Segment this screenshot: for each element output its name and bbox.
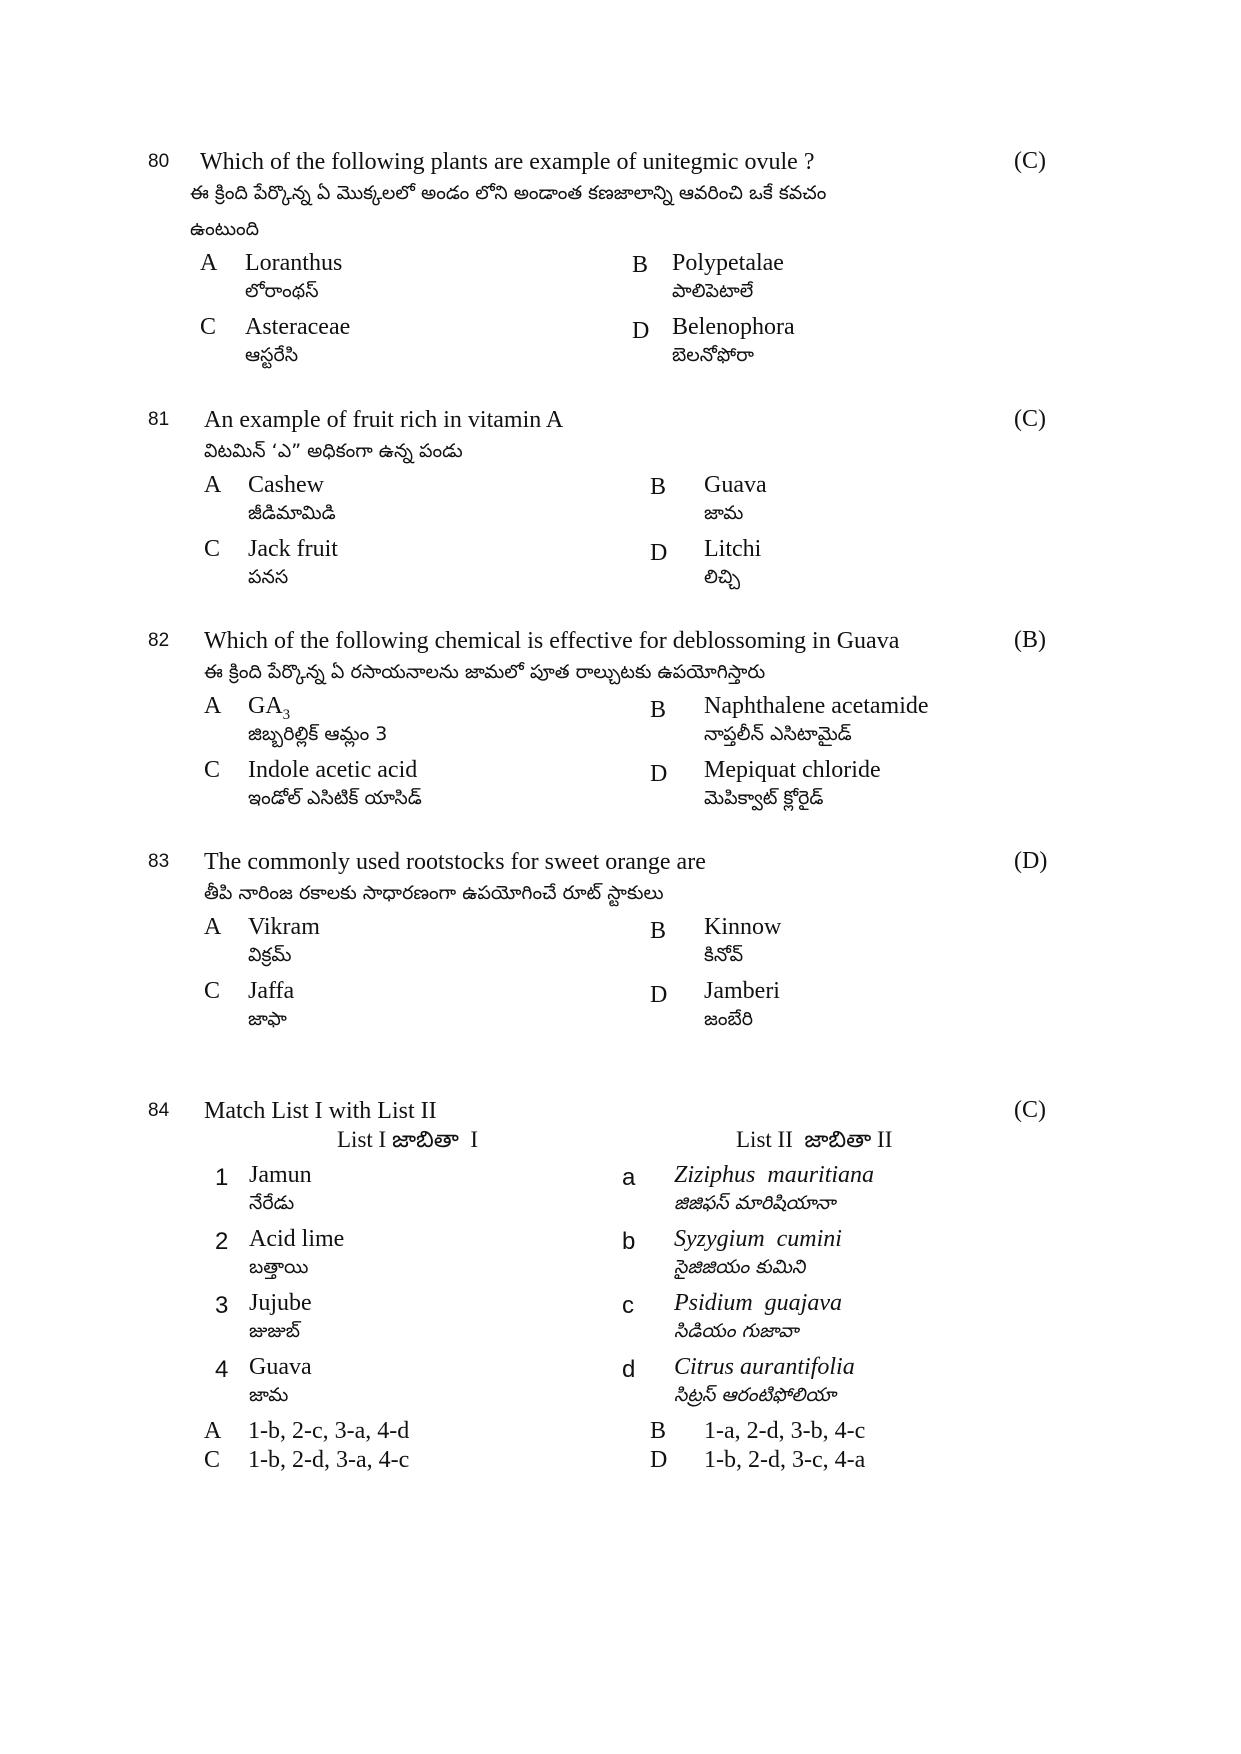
list-item-text-te: సిట్రస్ ఆరంటిఫోలియా (674, 1384, 836, 1406)
question-text-en: Which of the following plants are example of unitegmic ovule ? (200, 149, 815, 175)
option-text-te: మెపిక్వాట్ క్లోరైడ్ (704, 787, 824, 809)
list-item-text-en: Psidium guajava (674, 1290, 842, 1316)
list-item-text-en: Acid lime (249, 1226, 345, 1252)
option-text-te: జీడిమామిడి (248, 502, 336, 524)
answer-key: (C) (1014, 406, 1046, 432)
question-number: 84 (148, 1100, 170, 1121)
list-item-text-te: నేరేడు (249, 1192, 295, 1214)
answer-key: (D) (1014, 848, 1048, 874)
list-item-text-te: బత్తాయి (249, 1256, 309, 1278)
option-text-te: ఆస్టరేసి (245, 344, 299, 366)
option-text-te: లోరాంథస్ (245, 280, 319, 302)
option-letter: A (204, 914, 222, 940)
list-item-text-te: జుజుబ్ (249, 1320, 301, 1342)
option-letter: C (204, 536, 221, 562)
option-letter: C (204, 1447, 221, 1473)
option-text-en: Naphthalene acetamide (704, 693, 929, 719)
list-item-number: 3 (215, 1292, 229, 1319)
question-number: 82 (148, 630, 170, 651)
option-text-en: Indole acetic acid (248, 757, 418, 783)
option-text-en-subscript: 3 (282, 706, 291, 723)
question-text-en: An example of fruit rich in vitamin A (204, 407, 564, 433)
option-letter: A (204, 472, 222, 498)
list-item-number: 2 (215, 1228, 229, 1255)
option-letter: D (650, 540, 668, 566)
option-letter: B (650, 1418, 667, 1444)
option-text-en: Mepiquat chloride (704, 757, 881, 783)
question-text-te: తీపి నారింజ రకాలకు సాధారణంగా ఉపయోగించే రూట్ స్టాకులు (204, 882, 664, 904)
option-letter: C (204, 757, 221, 783)
list-item-text-en: Citrus aurantifolia (674, 1354, 855, 1380)
list-item-key: a (622, 1164, 636, 1191)
option-text-en: Litchi (704, 536, 762, 562)
list-item-text-en: Syzygium cumini (674, 1226, 842, 1252)
option-letter: B (632, 252, 649, 278)
option-letter: D (650, 761, 668, 787)
list-item-text-te: సైజిజియం కుమిని (674, 1256, 806, 1278)
option-text-en: Vikram (248, 914, 320, 940)
option-letter: B (650, 697, 667, 723)
list-2-header: List II జాబితా II (736, 1127, 893, 1152)
option-text-en: Guava (704, 472, 767, 498)
option-letter: B (650, 474, 667, 500)
question-number: 83 (148, 851, 170, 872)
option-text-te: పనస (248, 566, 289, 588)
option-text-en: Polypetalae (672, 250, 784, 276)
option-text-te: బెలనోఫోరా (672, 344, 754, 366)
option-text-en: Jaffa (248, 978, 295, 1004)
option-letter: C (200, 314, 217, 340)
option-letter: B (650, 918, 667, 944)
option-text-te: నాప్తలీన్ ఎసిటామైడ్ (704, 723, 852, 745)
option-letter: D (650, 982, 668, 1008)
list-item-text-en: Jamun (249, 1162, 312, 1188)
list-item-number: 1 (215, 1164, 229, 1191)
option-text-en-main: GA (248, 693, 283, 719)
option-text-en: Kinnow (704, 914, 782, 940)
question-text-te: విటమిన్ ‘ఎ” అధికంగా ఉన్న పండు (204, 440, 463, 462)
option-letter: D (650, 1447, 668, 1473)
list-item-text-te: జామ (249, 1384, 289, 1406)
option-letter: A (200, 250, 218, 276)
option-text: 1-b, 2-d, 3-a, 4-c (248, 1447, 410, 1473)
list-item-text-en: Ziziphus mauritiana (674, 1162, 875, 1188)
option-text-te: లిచ్చి (704, 566, 741, 588)
question-text-te-cont: ఉంటుంది (190, 218, 260, 240)
option-text: 1-a, 2-d, 3-b, 4-c (704, 1418, 866, 1444)
option-text-te: జామ (704, 502, 744, 524)
option-letter: D (632, 318, 650, 344)
question-text-te: ఈ క్రింది పేర్కొన్న ఏ మొక్కలలో అండం లోని అండాంత కణజాలాన్ని ఆవరించి ఒకే కవచం (190, 182, 827, 204)
option-letter: A (204, 1418, 222, 1444)
question-text-en: Match List I with List II (204, 1098, 437, 1124)
list-item-text-te: జిజిఫస్ మారిషియానా (674, 1192, 836, 1214)
question-text-en: Which of the following chemical is effective for deblossoming in Guava (204, 628, 900, 654)
answer-key: (C) (1014, 1097, 1046, 1123)
option-text-te: జాఫా (248, 1008, 287, 1030)
option-letter: A (204, 693, 222, 719)
option-text-te: ఇండోల్ ఎసిటిక్ యాసిడ్ (248, 787, 422, 809)
question-text-en: The commonly used rootstocks for sweet orange are (204, 849, 706, 875)
list-1-header: List I జాబితా I (337, 1127, 479, 1152)
option-text-te: విక్రమ్ (248, 944, 292, 966)
list-item-text-en: Guava (249, 1354, 312, 1380)
list-item-key: d (622, 1356, 636, 1383)
answer-key: (B) (1014, 627, 1046, 653)
option-text-en: Loranthus (245, 250, 343, 276)
answer-key: (C) (1014, 148, 1046, 174)
question-text-te: ఈ క్రింది పేర్కొన్న ఏ రసాయనాలను జామలో పూత రాల్చుటకు ఉపయోగిస్తారు (204, 661, 766, 683)
option-text-te: కినోవ్ (704, 944, 744, 966)
option-letter: C (204, 978, 221, 1004)
list-item-text-te: సిడియం గుజావా (674, 1320, 799, 1342)
option-text-en: Cashew (248, 472, 324, 498)
option-text-te: పాలిపెటాలే (672, 280, 754, 302)
option-text: 1-b, 2-c, 3-a, 4-d (248, 1418, 410, 1444)
option-text-en (248, 693, 290, 724)
list-item-text-en: Jujube (249, 1290, 312, 1316)
list-item-key: b (622, 1228, 636, 1255)
option-text-te: జిబ్బరిల్లిక్ ఆమ్లం 3 (248, 723, 388, 745)
option-text-en: Asteraceae (245, 314, 351, 340)
option-text-te: జంబేరి (704, 1008, 754, 1030)
option-text-en: Belenophora (672, 314, 795, 340)
option-text-en: Jack fruit (248, 536, 338, 562)
question-number: 81 (148, 409, 170, 430)
option-text-en: Jamberi (704, 978, 780, 1004)
list-item-number: 4 (215, 1356, 229, 1383)
list-item-key: c (622, 1292, 634, 1319)
option-text: 1-b, 2-d, 3-c, 4-a (704, 1447, 866, 1473)
question-number: 80 (148, 151, 170, 172)
